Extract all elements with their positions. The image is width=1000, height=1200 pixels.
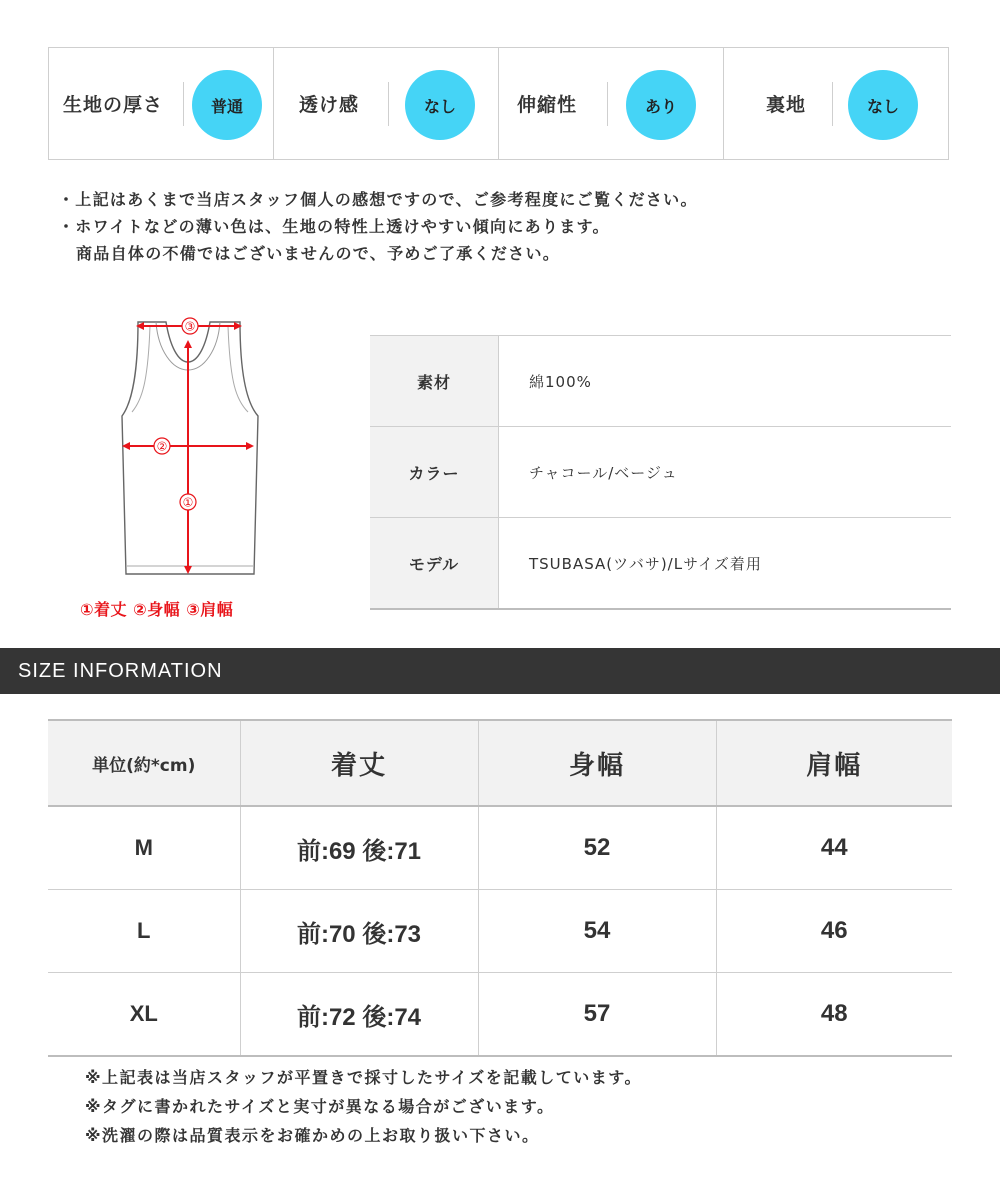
size-cell: M — [48, 806, 240, 890]
feature-lining — [724, 48, 948, 159]
feature-label: 生地の厚さ — [63, 94, 164, 116]
size-cell: XL — [48, 973, 240, 1057]
spec-value: 綿100% — [529, 372, 592, 391]
notes-bottom — [85, 1063, 642, 1150]
chest-cell: 54 — [478, 890, 716, 973]
diagram-mark-1: ① — [182, 495, 194, 510]
spec-table — [370, 335, 951, 610]
column-header-unit: 単位(約*cm) — [48, 720, 240, 806]
column-header-shoulder: 肩幅 — [716, 720, 952, 806]
note-line: 商品自体の不備ではございませんので、予めご了承ください。 — [76, 244, 561, 263]
feature-value-badge: なし — [848, 70, 918, 140]
spec-row-model — [370, 518, 951, 610]
column-header-length: 着丈 — [240, 720, 478, 806]
shoulder-cell: 46 — [716, 890, 952, 973]
spec-key: カラー — [370, 427, 499, 517]
tank-top-diagram — [110, 312, 270, 584]
column-header-chest: 身幅 — [478, 720, 716, 806]
size-information-header: SIZE INFORMATION — [0, 648, 1000, 694]
spec-row-color — [370, 427, 951, 518]
spec-key: 素材 — [370, 336, 499, 426]
feature-value-badge: あり — [626, 70, 696, 140]
spec-value: チャコール/ベージュ — [529, 463, 678, 482]
notes-top — [58, 186, 698, 267]
note-line: ※洗濯の際は品質表示をお確かめの上お取り扱い下さい。 — [85, 1126, 540, 1145]
size-cell: L — [48, 890, 240, 973]
size-table — [48, 719, 952, 1057]
table-row — [48, 806, 952, 890]
shoulder-cell: 48 — [716, 973, 952, 1057]
spec-row-material — [370, 336, 951, 427]
chest-cell: 57 — [478, 973, 716, 1057]
feature-stretch — [499, 48, 724, 159]
feature-value-badge: 普通 — [192, 70, 262, 140]
feature-divider — [832, 82, 833, 126]
tank-top-outline — [122, 319, 258, 574]
feature-label: 裏地 — [766, 94, 807, 116]
feature-value-badge: なし — [405, 70, 475, 140]
length-cell: 前:69 後:71 — [240, 806, 478, 890]
size-table-header-row — [48, 720, 952, 806]
note-line: ※タグに書かれたサイズと実寸が異なる場合がございます。 — [85, 1097, 555, 1116]
note-line: ・上記はあくまで当店スタッフ個人の感想ですので、ご参考程度にご覧ください。 — [58, 190, 698, 209]
table-row — [48, 973, 952, 1057]
feature-divider — [388, 82, 389, 126]
feature-divider — [183, 82, 184, 126]
feature-transparency — [274, 48, 499, 159]
feature-label: 透け感 — [299, 94, 360, 116]
feature-thickness — [49, 48, 274, 159]
table-row — [48, 890, 952, 973]
note-line: ・ホワイトなどの薄い色は、生地の特性上透けやすい傾向にあります。 — [58, 217, 610, 236]
feature-divider — [607, 82, 608, 126]
diagram-legend: ①着丈 ②身幅 ③肩幅 — [80, 600, 234, 619]
feature-label: 伸縮性 — [517, 94, 578, 116]
shoulder-cell: 44 — [716, 806, 952, 890]
spec-value: TSUBASA(ツバサ)/Lサイズ着用 — [529, 554, 762, 573]
length-cell: 前:70 後:73 — [240, 890, 478, 973]
spec-key: モデル — [370, 518, 499, 608]
note-line: ※上記表は当店スタッフが平置きで採寸したサイズを記載しています。 — [85, 1068, 642, 1087]
fabric-feature-table — [48, 47, 949, 160]
diagram-mark-3: ③ — [184, 319, 196, 334]
length-cell: 前:72 後:74 — [240, 973, 478, 1057]
diagram-mark-2: ② — [156, 439, 168, 454]
chest-cell: 52 — [478, 806, 716, 890]
